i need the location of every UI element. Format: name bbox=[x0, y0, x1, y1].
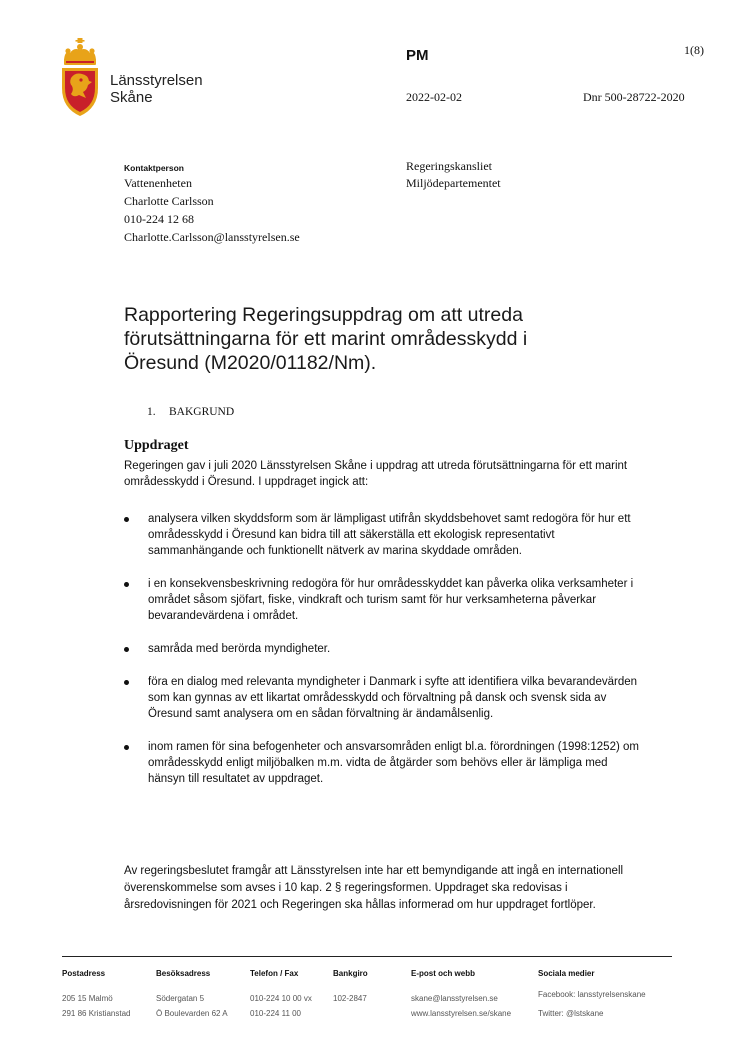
list-item bbox=[124, 641, 644, 657]
list-item bbox=[124, 576, 644, 624]
intro-paragraph: Regeringen gav i juli 2020 Länsstyrelsen Skåne i uppdrag att utreda förutsättningarna för ett marint områdesskydd i Öresund. I uppdraget ingick att: bbox=[124, 460, 628, 488]
document-title: Rapportering Regeringsuppdrag om att utreda förutsättningarna för ett marint områdesskydd i Öresund (M2020/01182/Nm). bbox=[124, 304, 528, 374]
document-type: PM bbox=[406, 47, 429, 64]
footer-value: 205 15 Malmö bbox=[62, 994, 113, 1003]
org-name-line1: Länsstyrelsen bbox=[110, 72, 203, 89]
contact-email: Charlotte.Carlsson@lansstyrelsen.se bbox=[124, 230, 300, 244]
document-date: 2022-02-02 bbox=[406, 90, 462, 104]
list-item bbox=[124, 739, 644, 787]
recipient-line2: Miljödepartementet bbox=[406, 176, 501, 190]
list-item bbox=[124, 674, 644, 722]
section-heading bbox=[124, 406, 234, 418]
footer-value: Södergatan 5 bbox=[156, 994, 205, 1003]
footer-label: Sociala medier bbox=[538, 969, 595, 978]
footer-postadress bbox=[62, 966, 131, 1021]
contact-name: Charlotte Carlsson bbox=[124, 194, 214, 208]
closing-paragraph: Av regeringsbeslutet framgår att Länsstyrelsen inte har ett bemyndigande att ingå en internationell överenskommelse som avses i 10 kap. 2 § regeringsformen. Uppdraget ska redovisas i årsredovisningen för 2021 och Regeringen ska hållas informerad om hur uppdraget fortlöper. bbox=[124, 865, 624, 911]
org-name-line2: Skåne bbox=[110, 89, 153, 106]
section-number: 1. bbox=[147, 406, 156, 418]
contact-phone: 010-224 12 68 bbox=[124, 212, 194, 226]
recipient-line1: Regeringskansliet bbox=[406, 159, 492, 173]
footer-divider bbox=[62, 956, 672, 957]
footer-value: 102-2847 bbox=[333, 994, 367, 1003]
bullet-icon bbox=[124, 582, 129, 587]
recipient-block bbox=[406, 158, 501, 192]
bullet-icon bbox=[124, 680, 129, 685]
footer-besoksadress bbox=[156, 966, 228, 1021]
list-item-text: analysera vilken skyddsform som är lämpligast utifrån skyddsbehovet samt redogöra för hur ett områdesskydd i Öresund kan bidra till att säkerställa ett ekologisk representativt sammanhängande och funktionellt nätverk av marina skyddade områden. bbox=[148, 513, 631, 557]
bullet-icon bbox=[124, 745, 129, 750]
footer-value: 010-224 11 00 bbox=[250, 1009, 302, 1018]
subheading: Uppdraget bbox=[124, 438, 189, 453]
list-item bbox=[124, 511, 644, 559]
footer-sociala bbox=[538, 966, 646, 1021]
organization-name bbox=[110, 72, 203, 106]
section-title: BAKGRUND bbox=[169, 406, 235, 418]
email-link[interactable]: skane@lansstyrelsen.se bbox=[411, 994, 498, 1003]
bullet-icon bbox=[124, 517, 129, 522]
facebook-link[interactable]: Facebook: lansstyrelsenskane bbox=[538, 990, 646, 999]
contact-unit: Vattenenheten bbox=[124, 176, 192, 190]
footer-telefon bbox=[250, 966, 312, 1021]
footer-epost bbox=[411, 966, 511, 1021]
footer-value: 291 86 Kristianstad bbox=[62, 1009, 131, 1018]
list-item-text: inom ramen för sina befogenheter och ansvarsområden enligt bl.a. förordningen (1998:1252) om områdesskydd enligt miljöbalken m.m. vidta de åtgärder som behövs eller är lämpliga med hänsyn till resultatet av uppdraget. bbox=[148, 741, 639, 785]
website-link[interactable]: www.lansstyrelsen.se/skane bbox=[411, 1009, 512, 1018]
twitter-link[interactable]: Twitter: @lstskane bbox=[538, 1009, 604, 1018]
page-number: 1(8) bbox=[684, 43, 704, 57]
bullet-icon bbox=[124, 647, 129, 652]
footer-label: Bankgiro bbox=[333, 969, 368, 978]
crown-icon bbox=[64, 38, 96, 65]
list-item-text: samråda med berörda myndigheter. bbox=[148, 643, 331, 655]
list-item-text: i en konsekvensbeskrivning redogöra för hur områdesskyddet kan påverka olika verksamheter i området såsom sjöfart, fiske, vindkraft och turism samt för hur verksamheterna påverkar bevarandevärdena i området. bbox=[148, 578, 634, 622]
list-item-text: föra en dialog med relevanta myndigheter i Danmark i syfte att identifiera vilka bevarandevärden som kan gynnas av ett likartat områdesskydd och förvaltning på dansk och svensk sida av Öresund samt analysera om en sådan förvaltning är ändamålsenlig. bbox=[148, 676, 638, 720]
footer-label: E-post och webb bbox=[411, 969, 475, 978]
footer-value: Ö Boulevarden 62 A bbox=[156, 1009, 228, 1018]
footer-bankgiro bbox=[333, 966, 368, 1006]
footer-label: Telefon / Fax bbox=[250, 969, 299, 978]
shield-icon bbox=[62, 68, 98, 116]
coat-of-arms-logo bbox=[57, 38, 103, 118]
task-list bbox=[124, 511, 644, 804]
contact-label: Kontaktperson bbox=[124, 163, 184, 173]
diary-number: Dnr 500-28722-2020 bbox=[583, 90, 685, 104]
footer-value: 010-224 10 00 vx bbox=[250, 994, 312, 1003]
footer-label: Postadress bbox=[62, 969, 106, 978]
contact-block bbox=[124, 162, 300, 246]
footer-label: Besöksadress bbox=[156, 969, 211, 978]
